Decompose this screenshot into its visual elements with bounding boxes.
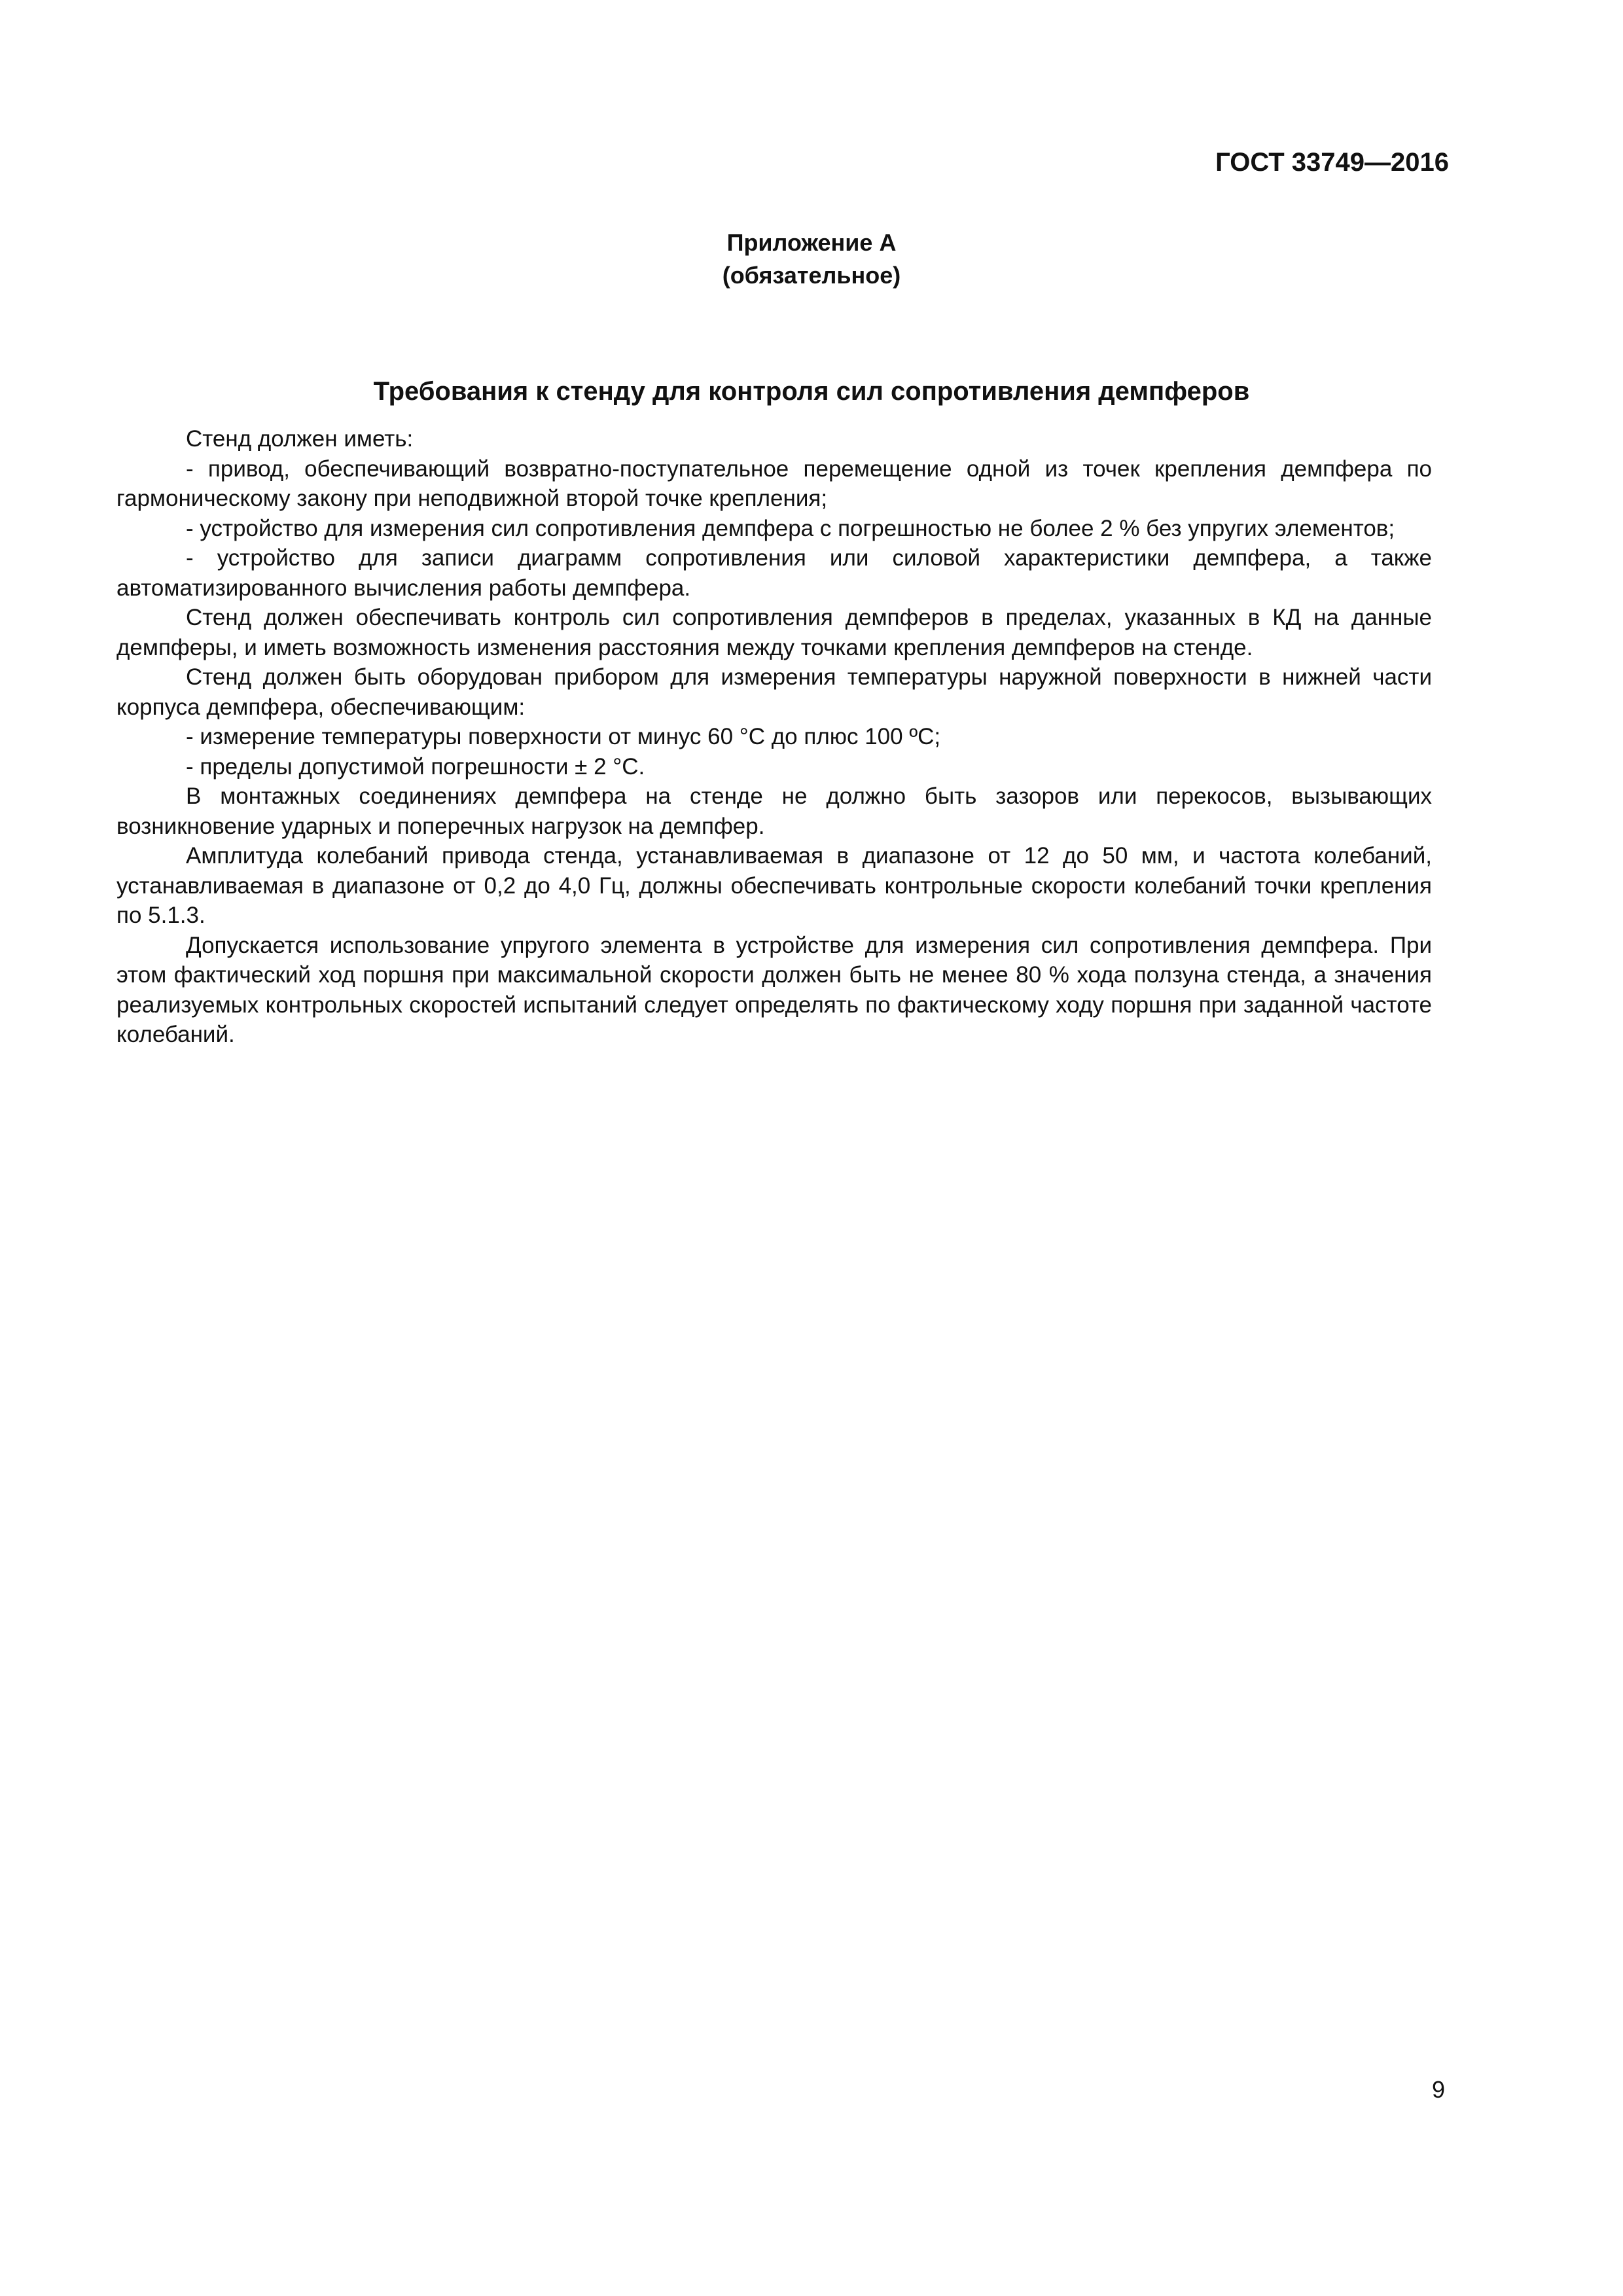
paragraph: - пределы допустимой погрешности ± 2 °С.	[186, 753, 645, 780]
appendix-heading	[0, 226, 1623, 292]
paragraph: В монтажных соединениях демпфера на стенде не должно быть зазоров или перекосов, вызывающих возникновение ударных и поперечных нагрузок на демпфер.	[116, 783, 1432, 839]
section-title: Требования к стенду для контроля сил сопротивления демпферов	[373, 377, 1250, 406]
paragraph: - устройство для записи диаграмм сопротивления или силовой характеристики демпфера, а также автоматизированного вычисления работы демпфера.	[116, 545, 1432, 601]
paragraph: Допускается использование упругого элемента в устройстве для измерения сил сопротивления демпфера. При этом фактический ход поршня при максимальной скорости должен быть не менее 80 % хода ползуна стенда, а значения реализуемых контрольных скоростей испытаний следует определять по фактическому ходу поршня при заданной частоте колебаний.	[116, 932, 1432, 1047]
page-number: 9	[1431, 2076, 1445, 2103]
document-code: ГОСТ 33749—2016	[1215, 148, 1449, 177]
paragraph: - измерение температуры поверхности от минус 60 °С до плюс 100 ºС;	[186, 724, 941, 749]
appendix-label: Приложение А	[726, 229, 897, 256]
paragraph: - устройство для измерения сил сопротивления демпфера с погрешностью не более 2 % без упругих элементов;	[186, 515, 1395, 541]
paragraph: - привод, обеспечивающий возвратно-поступательное перемещение одной из точек крепления демпфера по гармоническому закону при неподвижной второй точке крепления;	[116, 456, 1432, 511]
paragraph: Стенд должен обеспечивать контроль сил сопротивления демпферов в пределах, указанных в КД на данные демпферы, и иметь возможность изменения расстояния между точками крепления демпферов на стенде.	[116, 605, 1432, 660]
body-text	[116, 424, 1432, 1050]
paragraph: Стенд должен иметь:	[186, 426, 414, 452]
paragraph: Стенд должен быть оборудован прибором для измерения температуры наружной поверхности в нижней части корпуса демпфера, обеспечивающим:	[116, 664, 1432, 720]
appendix-status: (обязательное)	[722, 262, 901, 289]
paragraph: Амплитуда колебаний привода стенда, устанавливаемая в диапазоне от 12 до 50 мм, и частота колебаний, устанавливаемая в диапазоне от 0,2 до 4,0 Гц, должны обеспечивать контрольные скорости колебаний точки крепления по 5.1.3.	[116, 843, 1432, 928]
